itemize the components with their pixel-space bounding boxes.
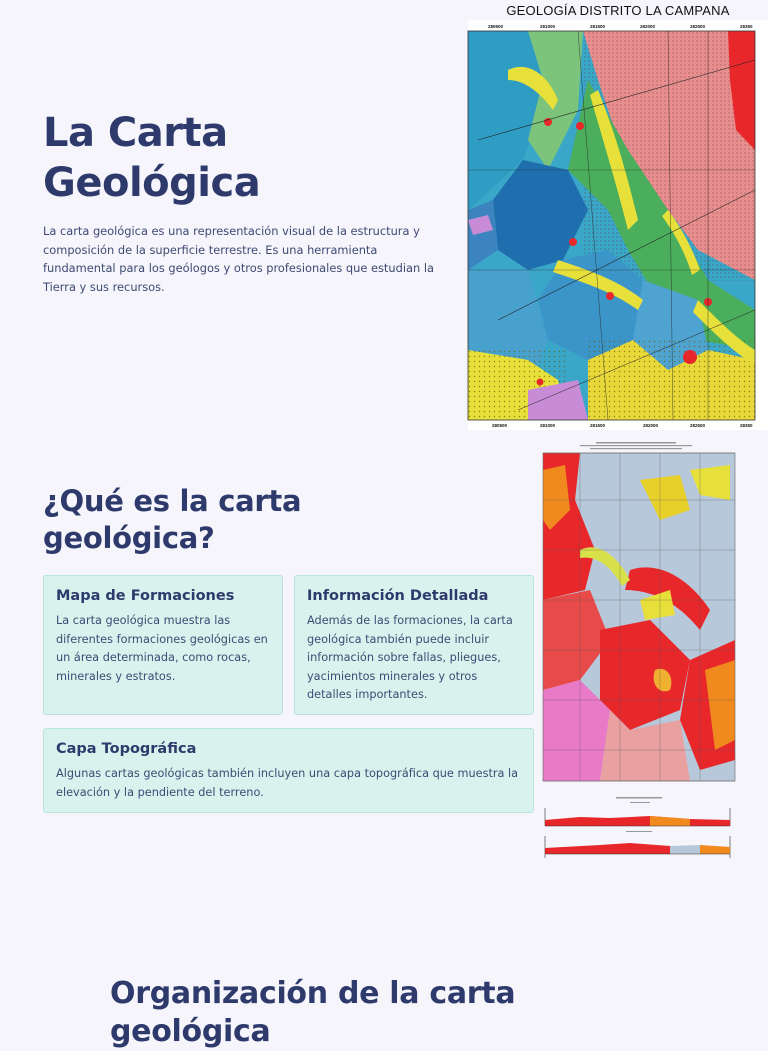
section2-title-line1: Organización de la carta [110,976,516,1011]
map-bottom-tick: 280500 [492,423,508,428]
map-bottom-tick: 28350 [740,423,753,428]
section-title [43,483,383,557]
map-top-tick: 28350 [740,24,753,29]
map-top-tick: 282000 [640,24,656,29]
map-title: GEOLOGÍA DISTRITO LA CAMPANA [506,3,730,18]
hero-title-line2: Geológica [43,160,261,206]
map-top-tick: 280500 [488,24,504,29]
section-title-line1: ¿Qué es la carta [43,484,302,518]
card-text: Algunas cartas geológicas también incluyen una capa topográfica que muestra la elevación y la pendiente del terreno. [56,767,519,799]
map-bottom-tick: 281500 [590,423,606,428]
card-text: La carta geológica muestra las diferentes formaciones geológicas en un área determinada, como rocas, minerales y estratos. [56,614,268,683]
hero-description: La carta geológica es una representación visual de la estructura y composición de la superficie terrestre. Es una herramienta fundamental para los geólogos y otros profesionales que estudian la Tierra y sus recursos. [43,224,434,295]
section2-title [110,975,730,1051]
map-frame [468,31,755,420]
card-title: Mapa de Formaciones [56,588,235,604]
card-mapa-de-formaciones [43,575,283,715]
map-bottom-tick: 282500 [690,423,706,428]
card-informacion-detallada [294,575,534,715]
card-title: Información Detallada [307,588,489,604]
card-title: Capa Topográfica [56,741,197,757]
section2-title-line2: geológica [110,1014,271,1049]
map-bottom-tick: 281000 [540,423,556,428]
map-top-tick: 281500 [590,24,606,29]
map-top-tick: 282500 [690,24,706,29]
card-capa-topografica [43,728,534,813]
hero-title-line1: La Carta [43,110,228,156]
map-bottom-tick: 282000 [643,423,659,428]
geologic-map-image [468,20,768,430]
hero-title [43,108,423,208]
map-top-tick: 281000 [540,24,556,29]
section-title-line2: geológica? [43,521,215,555]
geologic-map-sheet-image [540,440,738,860]
card-text: Además de las formaciones, la carta geológica también puede incluir información sobre fallas, pliegues, yacimientos minerales y otros detalles importantes. [307,614,513,702]
